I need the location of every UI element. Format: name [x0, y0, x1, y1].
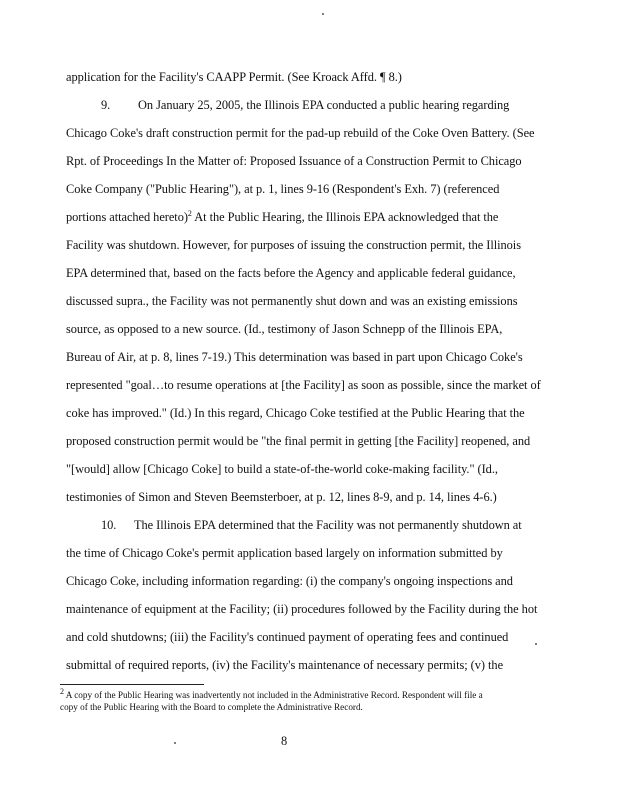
text-line: and cold shutdowns; (iii) the Facility's continued payment of operating fees and continued — [66, 630, 509, 644]
text-line: represented "goal…to resume operations at [the Facility] as soon as possible, since the market of — [66, 378, 541, 392]
text-line: Chicago Coke's draft construction permit for the pad-up rebuild of the Coke Oven Battery. (See — [66, 126, 535, 140]
text-line: maintenance of equipment at the Facility; (ii) procedures followed by the Facility during the hot — [66, 602, 538, 616]
footnote — [60, 686, 483, 701]
scan-speck — [174, 742, 176, 744]
text-line: Bureau of Air, at p. 8, lines 7-19.) This determination was based in part upon Chicago Coke's — [66, 350, 523, 364]
text-line: the time of Chicago Coke's permit application based largely on information submitted by — [66, 546, 503, 560]
footnote-continuation: copy of the Public Hearing with the Board to complete the Administrative Record. — [60, 702, 363, 712]
text-line: coke has improved." (Id.) In this regard, Chicago Coke testified at the Public Hearing that the — [66, 406, 525, 420]
paragraph-number: 10. — [101, 518, 117, 532]
text-line: testimonies of Simon and Steven Beemsterboer, at p. 12, lines 8-9, and p. 14, lines 4-6.) — [66, 490, 497, 504]
text-line — [66, 210, 498, 225]
text-line: discussed supra., the Facility was not permanently shut down and was an existing emissions — [66, 294, 518, 308]
scan-speck — [535, 643, 537, 645]
text-line: application for the Facility's CAAPP Permit. (See Kroack Affd. ¶ 8.) — [66, 70, 402, 84]
text-segment: portions attached hereto) — [66, 210, 188, 224]
text-line: Coke Company ("Public Hearing"), at p. 1, lines 9-16 (Respondent's Exh. 7) (referenced — [66, 182, 500, 196]
paragraph-number: 9. — [101, 98, 111, 112]
text-line: Facility was shutdown. However, for purposes of issuing the construction permit, the Illinois — [66, 238, 521, 252]
text-line: EPA determined that, based on the facts before the Agency and applicable federal guidance, — [66, 266, 516, 280]
text-line: On January 25, 2005, the Illinois EPA conducted a public hearing regarding — [138, 98, 510, 112]
page-number: 8 — [281, 734, 288, 748]
text-line: proposed construction permit would be "the final permit in getting [the Facility] reopened, and — [66, 434, 531, 448]
text-segment: At the Public Hearing, the Illinois EPA acknowledged that the — [191, 210, 499, 224]
footnote-text: A copy of the Public Hearing was inadvertently not included in the Administrative Record. Respondent will file a — [64, 690, 483, 700]
text-line: submittal of required reports, (iv) the Facility's maintenance of necessary permits; (v) the — [66, 658, 504, 672]
footnote-divider — [60, 684, 204, 685]
text-line: source, as opposed to a new source. (Id., testimony of Jason Schnepp of the Illinois EPA, — [66, 322, 503, 336]
footnote-reference: 2 — [187, 208, 192, 218]
scan-speck — [322, 13, 324, 15]
text-line: "[would] allow [Chicago Coke] to build a state-of-the-world coke-making facility." (Id., — [66, 462, 498, 476]
text-line: Rpt. of Proceedings In the Matter of: Proposed Issuance of a Construction Permit to Chicago — [66, 154, 522, 168]
text-line: The Illinois EPA determined that the Facility was not permanently shutdown at — [134, 518, 522, 532]
text-line: Chicago Coke, including information regarding: (i) the company's ongoing inspections and — [66, 574, 513, 588]
footnote-marker: 2 — [60, 686, 64, 696]
